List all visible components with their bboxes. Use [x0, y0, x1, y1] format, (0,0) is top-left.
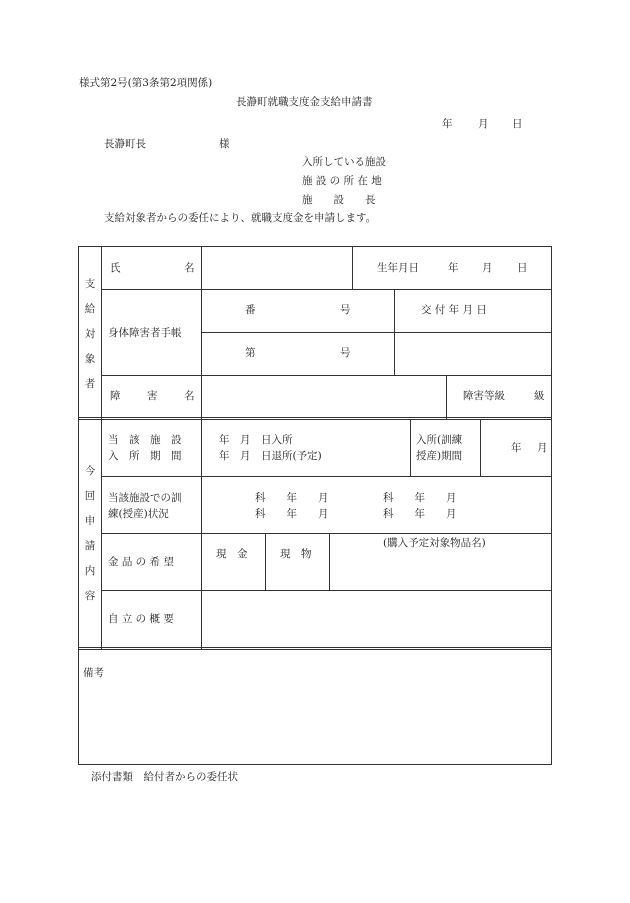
training-status-row: 科 年 月 — [383, 508, 457, 520]
facility-head-label: 施 設 長 — [302, 194, 376, 206]
grade-label: 障害等級 — [463, 390, 505, 402]
remarks-label: 備考 — [83, 667, 104, 679]
grade-unit: 級 — [534, 390, 545, 402]
goods-option: 現 物 — [280, 548, 312, 560]
training-period-month: 月 — [537, 442, 548, 454]
birth-month: 月 — [482, 262, 493, 274]
independence-label: 自 立 の 概 要 — [108, 613, 174, 625]
discharge-date: 年 月 日退所(予定) — [219, 450, 322, 462]
goods-note: (購入予定対象物品名) — [383, 537, 486, 549]
cell-line — [394, 289, 395, 375]
addressee: 長瀞町長 — [104, 138, 146, 150]
birth-year: 年 — [448, 262, 459, 274]
row-line — [101, 476, 552, 477]
number-label: 番 — [245, 304, 256, 316]
goods-wish-label: 金 品 の 希 望 — [108, 556, 174, 568]
dai-label: 第 — [245, 347, 256, 359]
cell-line — [480, 419, 481, 476]
training-period-label: 入所(訓練 — [416, 434, 463, 446]
disability-label-3: 名 — [184, 390, 195, 402]
section-a-heading: 支 給 対 象 者 — [84, 278, 96, 390]
date-day: 日 — [512, 118, 523, 130]
statement: 支給対象者からの委任により、就職支度金を申請します。 — [104, 212, 377, 224]
row-line — [101, 533, 552, 534]
training-period-label-2: 授産)期間 — [416, 450, 463, 462]
row-line — [201, 332, 552, 333]
training-period-year: 年 — [511, 442, 522, 454]
form-number: 様式第2号(第3条第2項関係) — [79, 77, 213, 89]
facility-address-label: 施 設 の 所 在 地 — [302, 175, 382, 187]
row-line — [101, 375, 552, 376]
admission-date: 年 月 日入所 — [219, 434, 293, 446]
handbook-label: 身体障害者手帳 — [108, 327, 182, 339]
issue-date-label: 交 付 年 月 日 — [421, 304, 487, 316]
cell-line — [329, 533, 330, 590]
stay-period-label-2: 入 所 期 間 — [108, 450, 182, 462]
heading-column-border — [101, 246, 102, 649]
section-b-heading: 今 回 申 請 内 容 — [84, 465, 96, 602]
row-line — [101, 289, 552, 290]
attachments-note: 添付書類 給付者からの委任状 — [91, 771, 238, 783]
birth-day: 日 — [517, 262, 528, 274]
disability-label: 障 — [110, 390, 121, 402]
honorific: 様 — [219, 138, 230, 150]
training-status-label-2: 練(授産)状況 — [108, 508, 169, 520]
date-year: 年 — [442, 118, 453, 130]
form-table — [78, 246, 552, 765]
go-label: 号 — [340, 347, 351, 359]
cash-option: 現 金 — [216, 548, 248, 560]
name-label: 氏 — [110, 262, 121, 274]
stay-period-label: 当 該 施 設 — [108, 434, 182, 446]
training-status-row: 科 年 月 — [383, 492, 457, 504]
facility-label: 入所している施設 — [302, 156, 386, 168]
cell-line — [352, 246, 353, 289]
birthdate-label: 生年月日 — [377, 262, 419, 274]
cell-line — [265, 533, 266, 590]
row-line — [101, 590, 552, 591]
cell-line — [446, 375, 447, 419]
section-divider — [78, 647, 552, 650]
label-column-border — [201, 246, 202, 649]
cell-line — [410, 419, 411, 476]
name-label-2: 名 — [184, 262, 195, 274]
training-status-row: 科 年 月 — [255, 492, 329, 504]
disability-label-2: 害 — [147, 390, 158, 402]
training-status-row: 科 年 月 — [255, 508, 329, 520]
document-title: 長瀞町就職支度金支給申請書 — [236, 96, 373, 108]
date-month: 月 — [478, 118, 489, 130]
number-suffix: 号 — [340, 304, 351, 316]
training-status-label: 当該施設での訓 — [108, 492, 182, 504]
